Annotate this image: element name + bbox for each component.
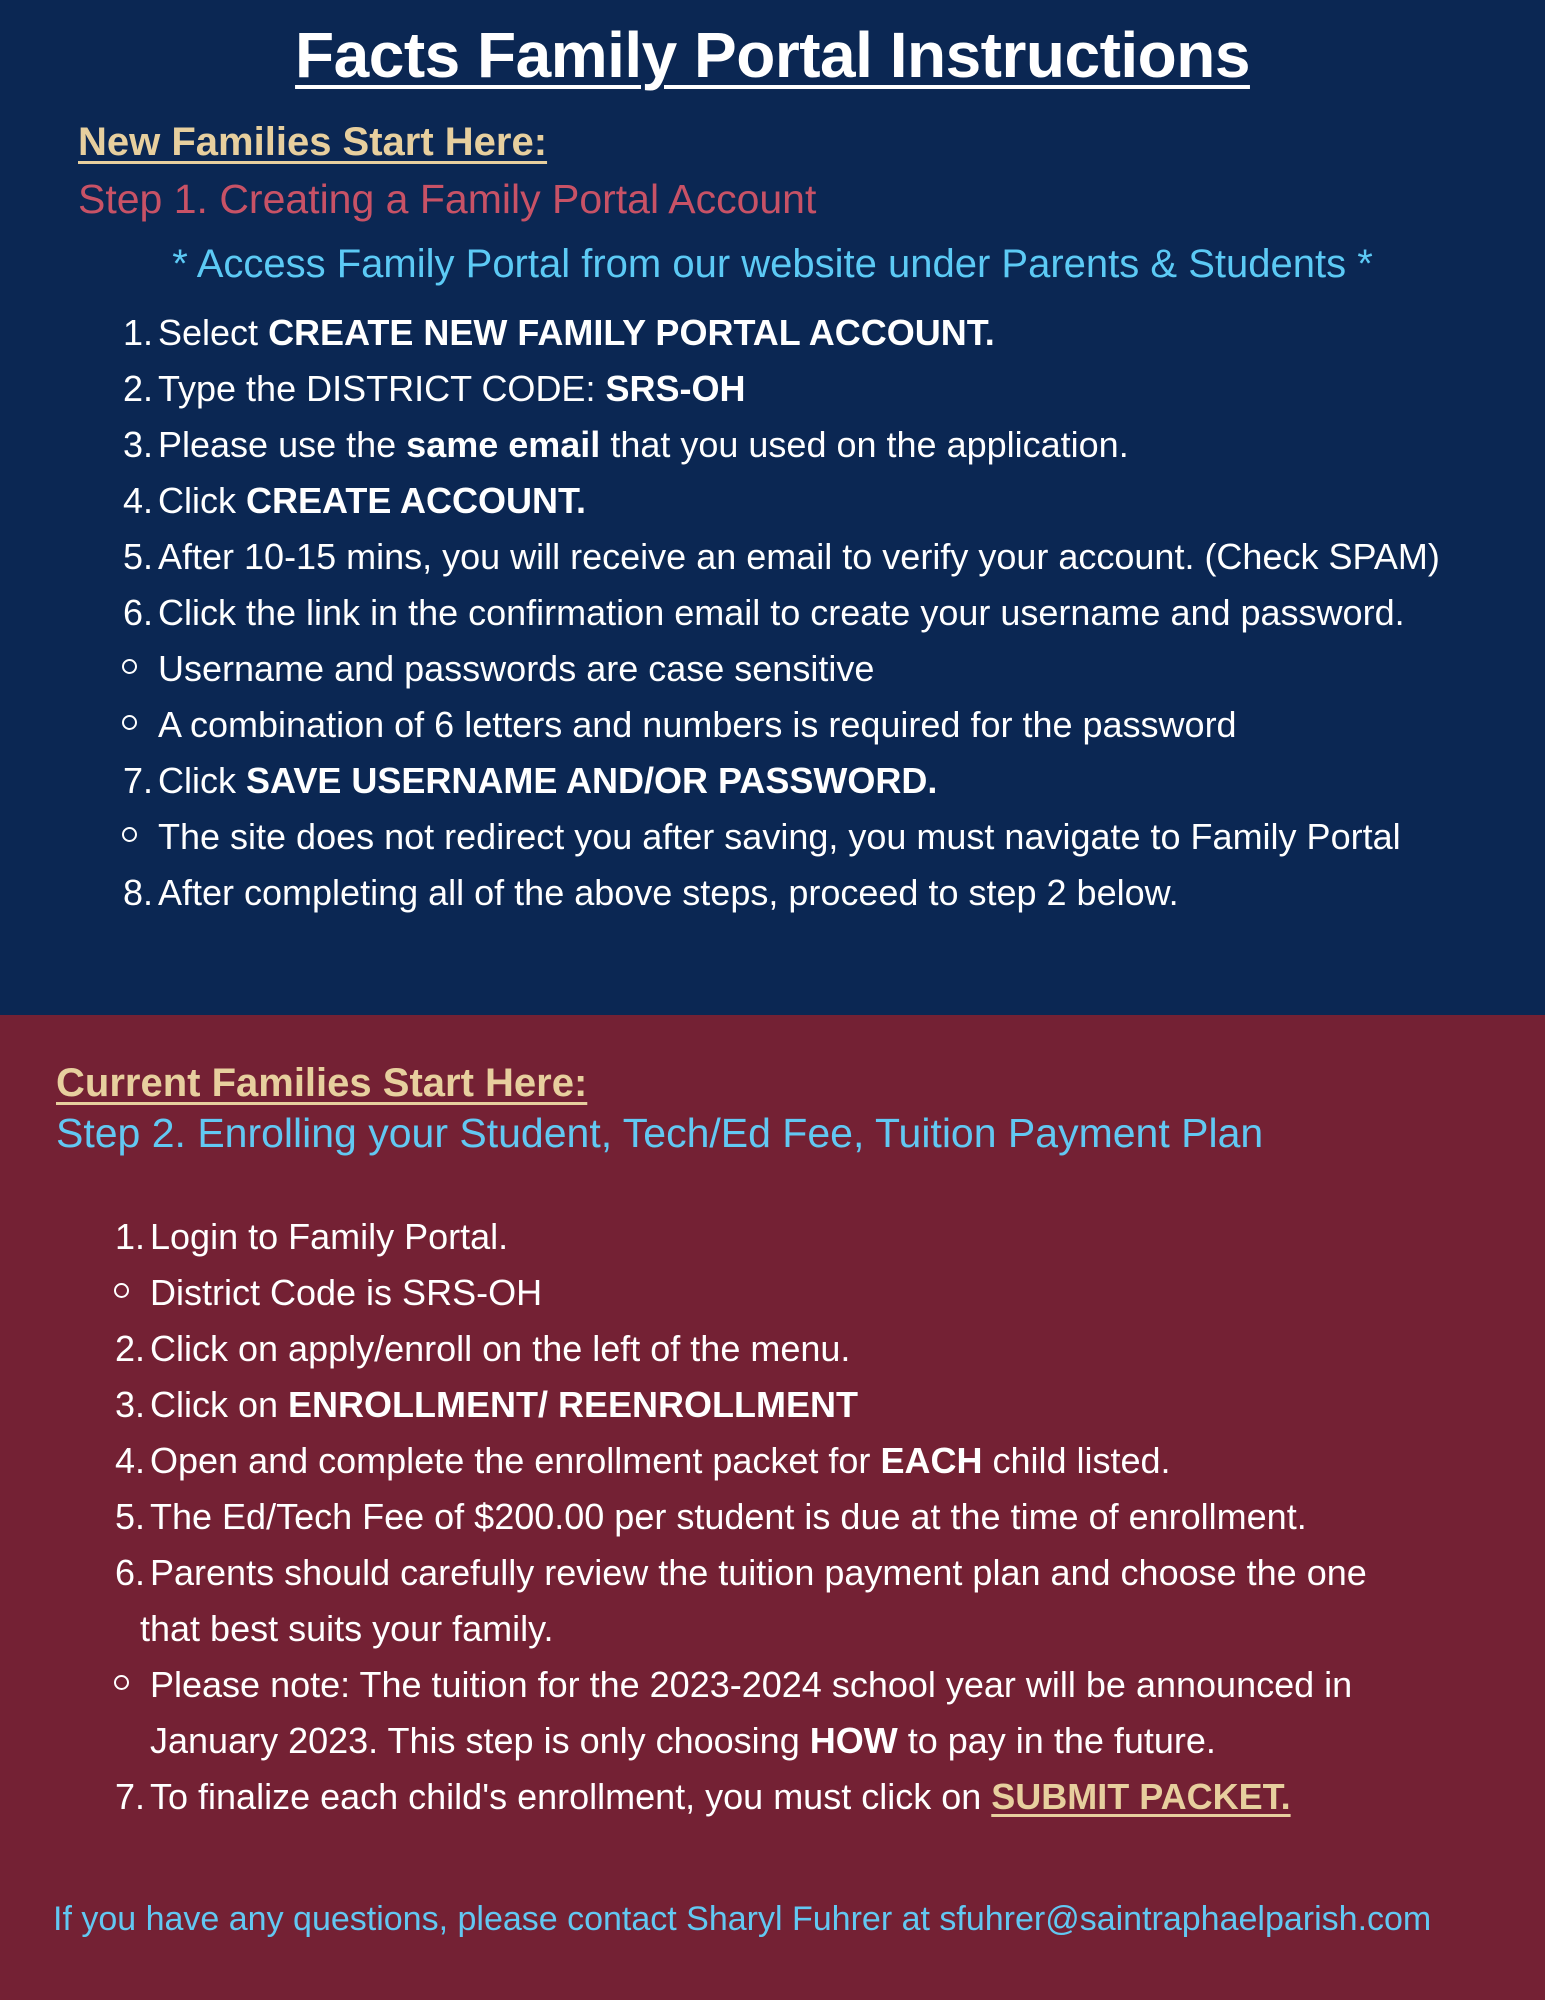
list-item [122,753,1538,809]
step-text [150,1377,858,1433]
step-emphasis: CREATE ACCOUNT. [246,480,586,521]
sub-step-text: District Code is SRS-OH [150,1272,543,1313]
step-text-part: To finalize each child's enrollment, you must click on [150,1776,992,1817]
step-2-title: Step 2. Enrolling your Student, Tech/Ed Fee, Tuition Payment Plan [56,1110,1264,1156]
sub-list-item [158,641,1538,697]
sub-step-text-line: Please note: The tuition for the 2023-2024 school year will be announced in [150,1664,1353,1705]
list-item [122,361,1538,417]
list-item [114,1489,1530,1545]
contact-email-link[interactable]: sfuhrer@saintraphaelparish.com [939,1900,1432,1938]
list-item [114,1209,1530,1265]
step-text [158,417,1129,473]
step-number: 3. [114,1384,145,1425]
page-title: Facts Family Portal Instructions [295,19,1250,91]
contact-text: If you have any questions, please contact Sharyl Fuhrer at [53,1900,940,1938]
sub-step-text: A combination of 6 letters and numbers is required for the password [158,704,1237,745]
step-text-line: Parents should carefully review the tuition payment plan and choose the one [150,1552,1367,1593]
step-text [158,305,995,361]
step-text-part: Type the DISTRICT CODE: [158,368,606,409]
step-text [158,473,586,529]
step-text-part: Select [158,312,269,353]
list-item [114,1545,1530,1657]
current-families-heading: Current Families Start Here: [56,1061,588,1105]
sub-step-text-line [150,1713,1435,1769]
step-number: 6. [114,1552,145,1593]
hollow-bullet-icon [122,827,137,842]
step-text [150,1769,1291,1825]
step-emphasis: ENROLLMENT/ REENROLLMENT [288,1384,859,1425]
sub-list-item [150,1657,1530,1769]
step-text-part: Click on [150,1384,289,1425]
step-text-part: January 2023. This step is only choosing [150,1720,810,1761]
list-item [114,1377,1530,1433]
new-families-steps [122,305,1538,921]
step-text: The Ed/Tech Fee of $200.00 per student is due at the time of enrollment. [150,1496,1307,1537]
list-item [122,585,1538,641]
step-text-part: Please use the [158,424,407,465]
step-emphasis: SAVE USERNAME AND/OR PASSWORD. [246,760,938,801]
step-text-part: Open and complete the enrollment packet for [150,1440,881,1481]
step-number: 2. [114,1328,145,1369]
sub-step-text [150,1657,1435,1769]
contact-line [53,1900,1431,1939]
sub-list-item [158,697,1538,753]
sub-step-text: Username and passwords are case sensitive [158,648,875,689]
step-number: 8. [122,872,153,913]
step-text: Login to Family Portal. [150,1216,509,1257]
step-1-title: Step 1. Creating a Family Portal Account [78,176,817,222]
step-text-part: that you used on the application. [600,424,1129,465]
list-item [122,865,1538,921]
sub-list-item [150,1265,1530,1321]
step-text-part: child listed. [982,1440,1171,1481]
step-text: Click the link in the confirmation email to create your username and password. [158,592,1405,633]
hollow-bullet-icon [122,715,137,730]
step-emphasis: HOW [809,1720,898,1761]
submit-packet-link[interactable]: SUBMIT PACKET. [991,1776,1291,1817]
step-text: After completing all of the above steps, proceed to step 2 below. [158,872,1179,913]
sub-list-item [158,809,1538,865]
step-number: 3. [122,424,153,465]
step-text: Click on apply/enroll on the left of the menu. [150,1328,851,1369]
step-number: 7. [114,1776,145,1817]
step-number: 1. [122,312,153,353]
step-text-line: that best suits your family. [140,1608,554,1649]
list-item [122,305,1538,361]
step-number: 5. [114,1496,145,1537]
step-emphasis: CREATE NEW FAMILY PORTAL ACCOUNT. [268,312,995,353]
step-emphasis: EACH [880,1440,983,1481]
access-note: * Access Family Portal from our website under Parents & Students * [172,242,1373,286]
list-item [114,1433,1530,1489]
step-text [150,1433,1171,1489]
current-families-steps [114,1209,1530,1825]
step-text [158,361,745,417]
list-item [114,1769,1530,1825]
step-number: 5. [122,536,153,577]
list-item [122,417,1538,473]
new-families-heading: New Families Start Here: [78,120,548,164]
list-item [114,1321,1530,1377]
step-text [158,753,937,809]
step-number: 2. [122,368,153,409]
step-text-part: Click [158,760,246,801]
hollow-bullet-icon [114,1283,129,1298]
hollow-bullet-icon [114,1675,129,1690]
step-number: 1. [114,1216,145,1257]
list-item [122,473,1538,529]
step-number: 6. [122,592,153,633]
step-emphasis: same email [406,424,601,465]
step-text-part: to pay in the future. [897,1720,1216,1761]
step-number: 7. [122,760,153,801]
list-item [122,529,1538,585]
step-number: 4. [122,480,153,521]
step-number: 4. [114,1440,145,1481]
sub-step-text: The site does not redirect you after saving, you must navigate to Family Portal [158,816,1401,857]
hollow-bullet-icon [122,659,137,674]
step-text [140,1545,1435,1657]
step-text-part: Click [158,480,246,521]
district-code: SRS-OH [605,368,746,409]
step-text: After 10-15 mins, you will receive an email to verify your account. (Check SPAM) [158,536,1440,577]
